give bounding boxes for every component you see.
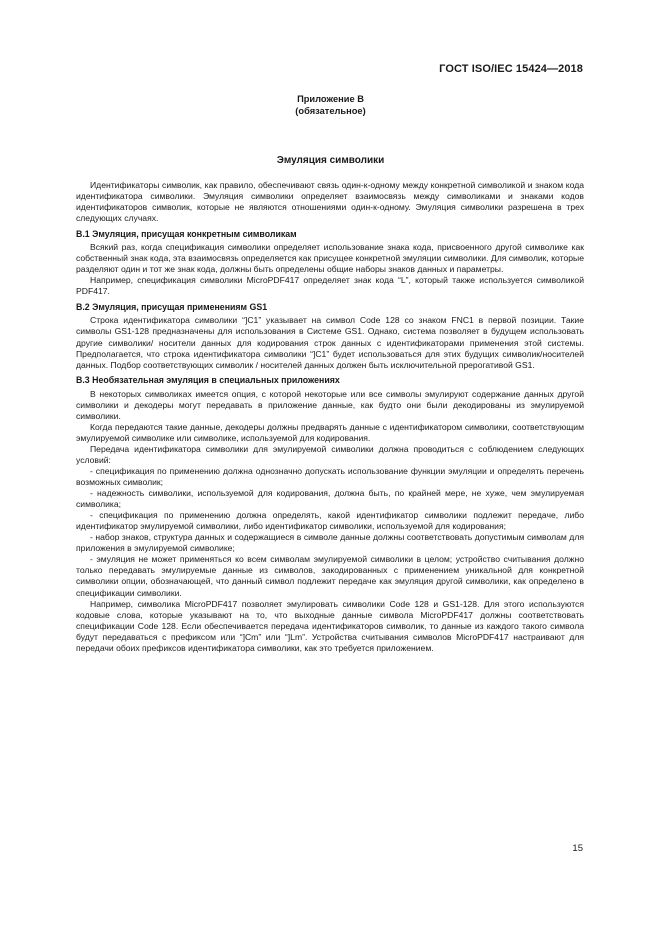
list-item: - набор знаков, структура данных и содержащиеся в символе данные должны соответствовать допустимым символам для приложения в эмулируемой символике; xyxy=(76,532,584,554)
section-heading: В.2 Эмуляция, присущая применениям GS1 xyxy=(76,301,268,312)
section-b3 xyxy=(76,375,584,654)
paragraph: Когда передаются такие данные, декодеры должны предварять данные с идентификатором символики, соответствующим эмулируемой символике или символике, используемой для кодирования. xyxy=(76,421,584,443)
paragraph: Всякий раз, когда спецификация символики определяет использование знака кода, присвоенного другой символике как собственный знак кода, эта взаимосвязь определяется как присущее конкретной эмуляции символики. Для символик, которые разделяют один и тот же знак кода, должны быть определены общие наборы знаков данных и параметры. xyxy=(76,242,584,275)
paragraph: Например, спецификация символики MicroPDF417 определяет знак кода “L”, который также используется символикой PDF417. xyxy=(76,275,584,297)
standard-code: ГОСТ ISO/IEC 15424—2018 xyxy=(439,63,583,75)
page-number: 15 xyxy=(572,843,583,854)
section-heading: В.3 Необязательная эмуляция в специальных приложениях xyxy=(76,375,340,386)
list-item: - спецификация по применению должна определять, какой идентификатор символики подлежит передаче, либо идентификатор эмулируемой символики, либо идентификатор символики, используемой для кодирования; xyxy=(76,510,584,532)
appendix-status: (обязательное) xyxy=(295,106,366,116)
paragraph: Например, символика MicroPDF417 позволяет эмулировать символики Code 128 и GS1-128. Для этого используются кодовые слова, которые указывают на то, что выходные данные символа MicroPDF417 должны соответствовать спецификации Code 128. Если обеспечивается передача идентификаторов символик, то данные из каждого такого символа будут передаваться с префиксом или “]Cm” или “]Lm”. Устройства считывания символов MicroPDF417 настраивают для передачи обоих префиксов идентификатора символики, как это требуется приложением. xyxy=(76,598,584,653)
list-item: - спецификация по применению должна однозначно допускать использование функции эмуляции и определять перечень возможных символик; xyxy=(76,465,584,488)
list-item: - эмуляция не может применяться ко всем символам эмулируемой символики в целом; устройство считывания должно только передавать эмулируемые данные из символов, закодированных с применением уникальной для конкретной символики опции, обозначающей, что данный символ подлежит передаче как эмуляция другой символики, как определено в спецификации символики. xyxy=(76,554,584,598)
appendix-title: Приложение В xyxy=(297,94,364,104)
appendix-heading xyxy=(0,93,661,117)
paragraph: Передача идентификатора символики для эмулируемой символики должна проводиться с соблюдением следующих условий: xyxy=(76,443,584,465)
section-heading: В.1 Эмуляция, присущая конкретным символикам xyxy=(76,228,297,239)
paragraph: В некоторых символиках имеется опция, с которой некоторые или все символы эмулируют содержание данных другой символики и декодеры могут передавать в приложение данные, как будто они были декодированы из эмулируемой символики. xyxy=(76,388,584,421)
list-item: - надежность символики, используемой для кодирования, должна быть, по крайней мере, не хуже, чем эмулируемая символика; xyxy=(76,488,584,510)
section-b2 xyxy=(76,302,584,371)
intro-paragraph: Идентификаторы символик, как правило, обеспечивают связь один-к-одному между конкретной символикой и знаком кода идентификатора символики. Эмуляция символики определяет взаимосвязь между символиками и знаками кодов идентификаторов символик, которые не являются отношениями один-к-одному. Эмуляция символики разрешена в трех следующих случаях. xyxy=(76,180,584,224)
document-body xyxy=(76,180,584,654)
main-title: Эмуляция символики xyxy=(276,155,385,166)
paragraph: Строка идентификатора символики “]C1” указывает на символ Code 128 со знаком FNC1 в первой позиции. Такие символы GS1-128 предназначены для использования в Системе GS1. Однако, система позволяет в будущем использовать другие символики/ носители данных для кодирования строк данных с идентификаторами применения этой системы. Предполагается, что строка идентификатора символики “]C1” будет использоваться для этих будущих символик/носителей данных. Подбор соответствующих символик / носителей данных должен быть исключительной прерогативой GS1. xyxy=(76,315,584,370)
section-b1 xyxy=(76,229,584,298)
